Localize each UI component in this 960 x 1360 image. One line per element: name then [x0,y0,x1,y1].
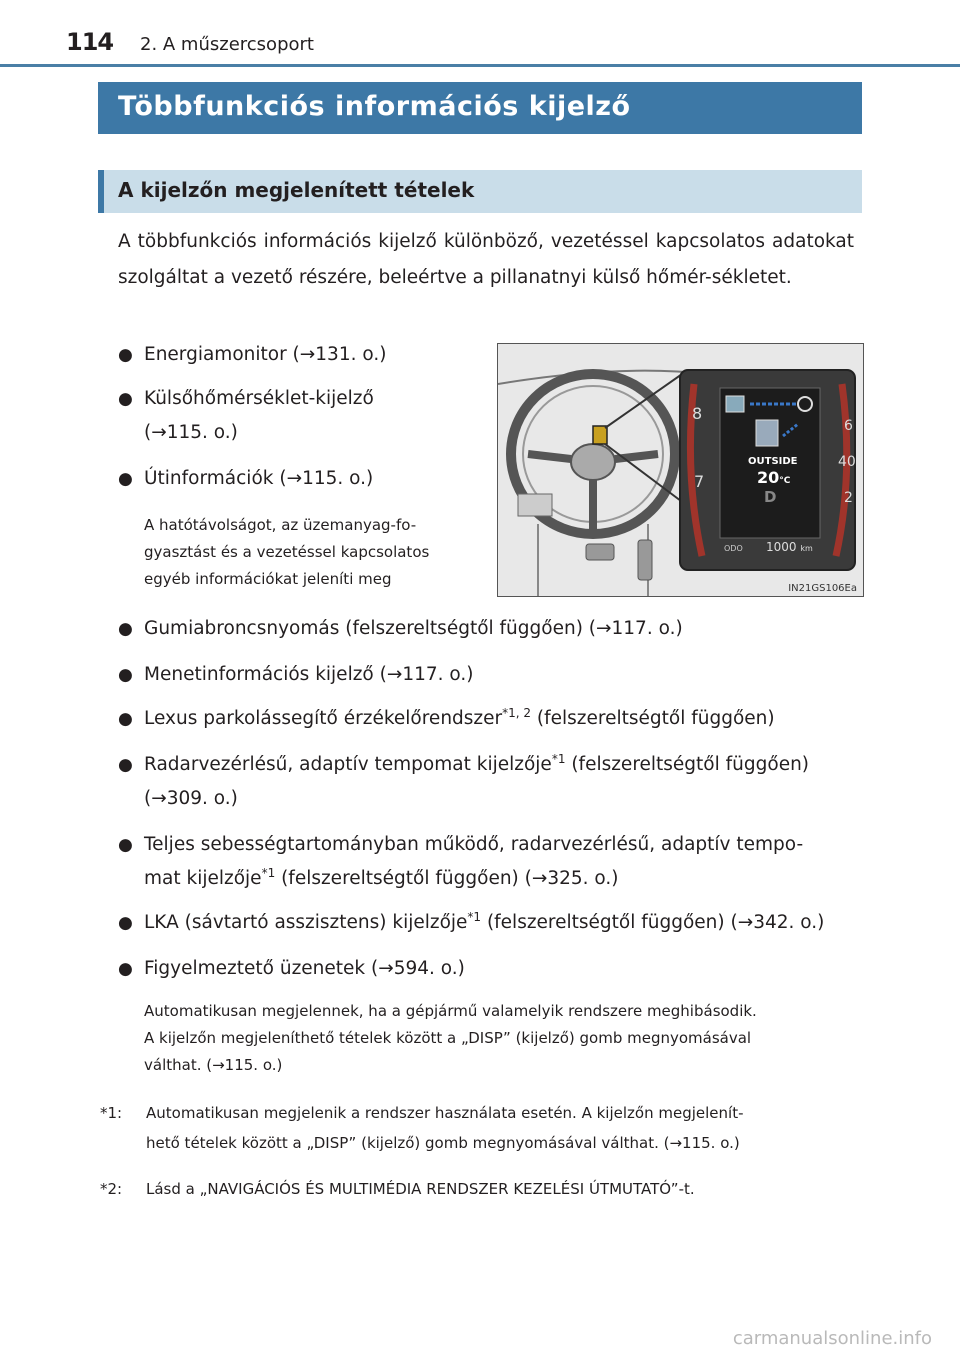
list-item-text: Útinformációk (→115. o.) [144,468,374,489]
item-text: (felszereltségtől függően) (→342. o.) [481,912,825,933]
list-item [118,952,858,986]
list-item-text: Gumiabroncsnyomás (felszereltségtől függően) (→117. o.) [144,618,683,639]
temperature-unit: °C [779,476,791,486]
list-item [118,702,858,736]
list-item-text: (→115. o.) [144,422,238,443]
gauge-number: 7 [694,472,705,491]
list-item [118,906,858,940]
gauge-number: 8 [692,404,703,423]
list-item-text [118,862,858,896]
grille-icon [756,420,778,446]
list-item [118,338,386,372]
bullet-icon: ● [118,619,133,639]
footnote-ref: *1 [551,751,566,766]
section-title-bar [98,82,862,134]
item-text: (felszereltségtől függően) [565,754,810,775]
list-item [118,828,858,896]
list-item-text: Külsőhőmérséklet-kijelző [144,388,374,409]
bullet-icon: ● [118,755,133,775]
pedal-icon [638,540,652,580]
odometer-unit: km [800,544,813,553]
bullet-icon: ● [118,835,133,855]
footnote-text: Automatikusan megjelenik a rendszer használata esetén. A kijelzőn megjelenít- [146,1104,744,1122]
bullet-icon: ● [118,389,133,409]
item-text: Radarvezérlésű, adaptív tempomat kijelzője [144,754,552,775]
gauge-number: 2 [844,490,853,506]
list-item-text: Menetinformációs kijelző (→117. o.) [144,664,474,685]
list-item-text [118,702,858,736]
item-note [144,512,429,593]
list-item-text: Figyelmeztető üzenetek (→594. o.) [144,958,465,979]
item-text: LKA (sávtartó asszisztens) kijelzője [144,912,468,933]
outside-label: OUTSIDE [748,456,798,467]
odo-label: ODO [724,544,743,553]
outside-temperature [757,468,790,487]
bullet-icon: ● [118,345,133,365]
figure-code: IN21GS106Ea [788,583,857,594]
footnote-mark-text: *2 [100,1180,118,1198]
list-item-text [118,748,858,782]
list-item-text: Teljes sebességtartományban működő, radarvezérlésű, adaptív tempo- [144,834,804,855]
footnote [100,1174,860,1204]
list-item [118,658,858,692]
note-line: válthat. (→115. o.) [144,1056,283,1074]
footnote-text: Lásd a „NAVIGÁCIÓS ÉS MULTIMÉDIA RENDSZER KEZELÉSI ÚTMUTATÓ”-t. [146,1180,695,1198]
note-line: gyasztást és a vezetéssel kapcsolatos [144,543,430,561]
subsection-title-bar [98,170,862,213]
footnote-mark-text: *1 [100,1104,118,1122]
intro-paragraph: A többfunkciós információs kijelző különböző, vezetéssel kapcsolatos adatokat szolgáltat a vezető részére, beleértve a pillanatnyi külső hőmér-sékletet. [118,231,854,288]
list-item [118,382,374,450]
footnote-ref: *1 [261,865,276,880]
odometer-value: 1000 [766,540,797,554]
list-item-text: (→309. o.) [144,788,238,809]
item-text: mat kijelzője [144,868,262,889]
item-text: (felszereltségtől függően) [531,708,775,729]
subsection-title: A kijelzőn megjelenített tételek [118,178,475,202]
note-line: A kijelzőn megjeleníthető tételek között a „DISP” (kijelző) gomb megnyomásával [144,1029,752,1047]
header-rule [0,64,960,67]
note-line: A hatótávolságot, az üzemanyag-fo- [144,516,417,534]
bullet-icon: ● [118,709,133,729]
bullet-icon: ● [118,469,133,489]
footnote-ref: *1, 2 [502,705,532,720]
footnote-ref: *1 [467,909,482,924]
item-text: Lexus parkolássegítő érzékelőrendszer [144,708,503,729]
bullet-icon: ● [118,959,133,979]
temperature-value: 20 [757,468,780,487]
list-item-text: Energiamonitor (→131. o.) [144,344,387,365]
cluster-illustration [498,344,863,596]
watermark: carmanualsonline.info [732,1328,932,1349]
bullet-icon: ● [118,665,133,685]
note-line: egyéb információkat jeleníti meg [144,570,392,588]
gauge-number: 40 [838,454,856,470]
section-title: Többfunkciós információs kijelző [118,91,631,122]
chapter-title: 2. A műszercsoport [140,34,314,55]
list-item-text [118,906,858,940]
car-icon [726,396,744,412]
item-text: (felszereltségtől függően) (→325. o.) [275,868,619,889]
footnote-mark: *1: [100,1104,123,1122]
gauge-number: 6 [844,418,853,434]
list-item [118,462,373,496]
page-number: 114 [66,28,114,56]
pedal-icon [586,544,614,560]
gear-indicator: D [764,488,777,506]
footnote [100,1098,860,1158]
bullet-icon: ● [118,913,133,933]
footnote-mark: *2: [100,1180,123,1198]
odometer-readout [766,540,813,554]
footnote-text: hető tételek között a „DISP” (kijelző) gomb megnyomásával válthat. (→115. o.) [146,1134,740,1152]
list-item [118,612,858,646]
item-note [144,998,856,1079]
instrument-cluster-figure [497,343,864,597]
note-line: Automatikusan megjelennek, ha a gépjármű valamelyik rendszere meghibásodik. [144,1002,757,1020]
list-item [118,748,858,816]
